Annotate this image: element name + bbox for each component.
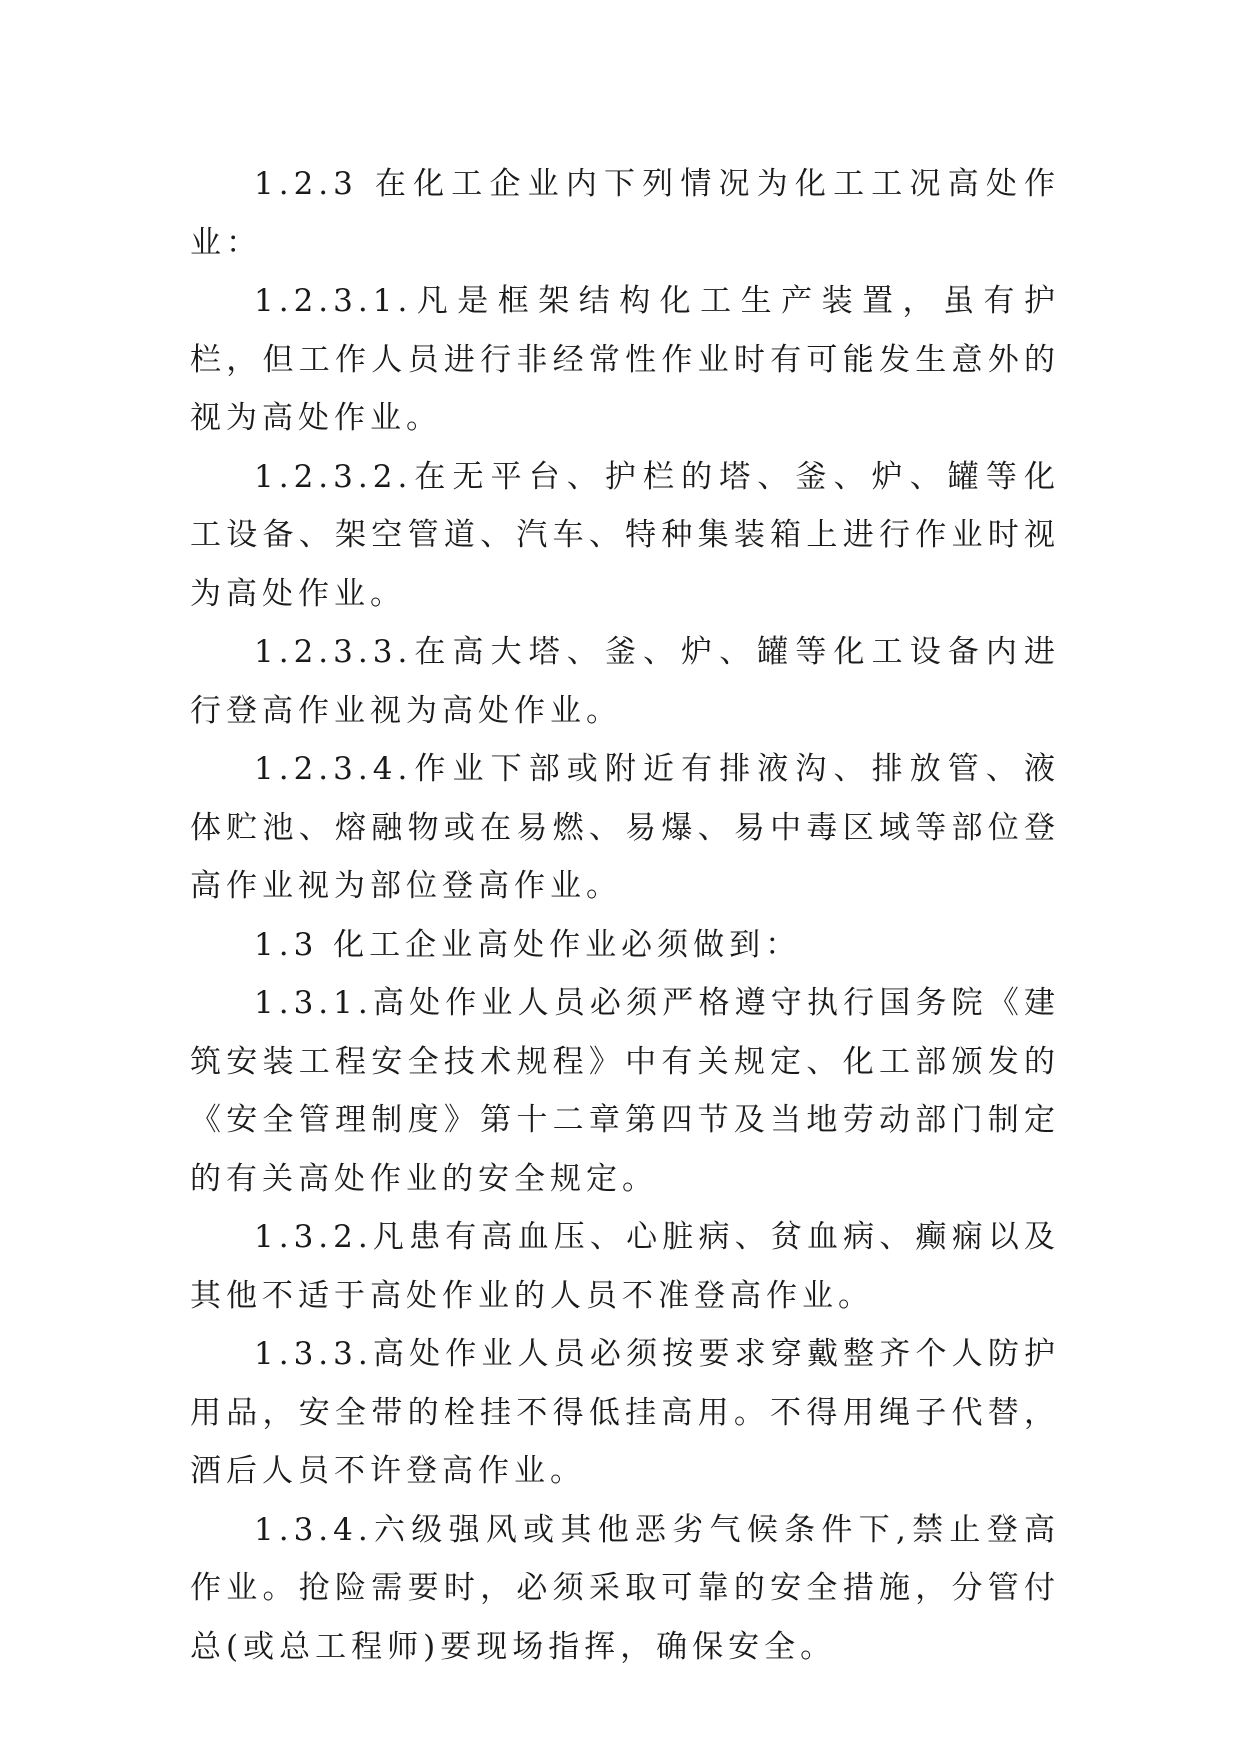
paragraph-1-3-4: 1.3.4.六级强风或其他恶劣气候条件下,禁止登高作业。抢险需要时，必须采取可靠的安全措施，分管付总(或总工程师)要现场指挥，确保安全。 [190,1511,1060,1665]
paragraph-1-3: 1.3 化工企业高处作业必须做到： [254,926,802,963]
paragraph-1-2-3-4: 1.2.3.4.作业下部或附近有排液沟、排放管、液体贮池、熔融物或在易燃、易爆、易中毒区域等部位登高作业视为部位登高作业。 [190,751,1060,904]
paragraph-1-2-3-1: 1.2.3.1.凡是框架结构化工生产装置，虽有护栏，但工作人员进行非经常性作业时有可能发生意外的视为高处作业。 [190,283,1060,436]
paragraph-1-3-2: 1.3.2.凡患有高血压、心脏病、贫血病、癫痫以及其他不适于高处作业的人员不准登高作业。 [190,1219,1060,1314]
document-page [190,155,1060,1676]
paragraph-1-2-3: 1.2.3 在化工企业内下列情况为化工工况高处作业： [190,166,1060,261]
paragraph-1-2-3-3: 1.2.3.3.在高大塔、釜、炉、罐等化工设备内进行登高作业视为高处作业。 [190,634,1060,729]
paragraph-1-3-3: 1.3.3.高处作业人员必须按要求穿戴整齐个人防护用品，安全带的栓挂不得低挂高用。不得用绳子代替，酒后人员不许登高作业。 [190,1336,1060,1489]
paragraph-1-3-1: 1.3.1.高处作业人员必须严格遵守执行国务院《建筑安装工程安全技术规程》中有关规定、化工部颁发的《安全管理制度》第十二章第四节及当地劳动部门制定的有关高处作业的安全规定。 [190,985,1060,1197]
paragraph-1-2-3-2: 1.2.3.2.在无平台、护栏的塔、釜、炉、罐等化工设备、架空管道、汽车、特种集装箱上进行作业时视为高处作业。 [190,458,1060,612]
